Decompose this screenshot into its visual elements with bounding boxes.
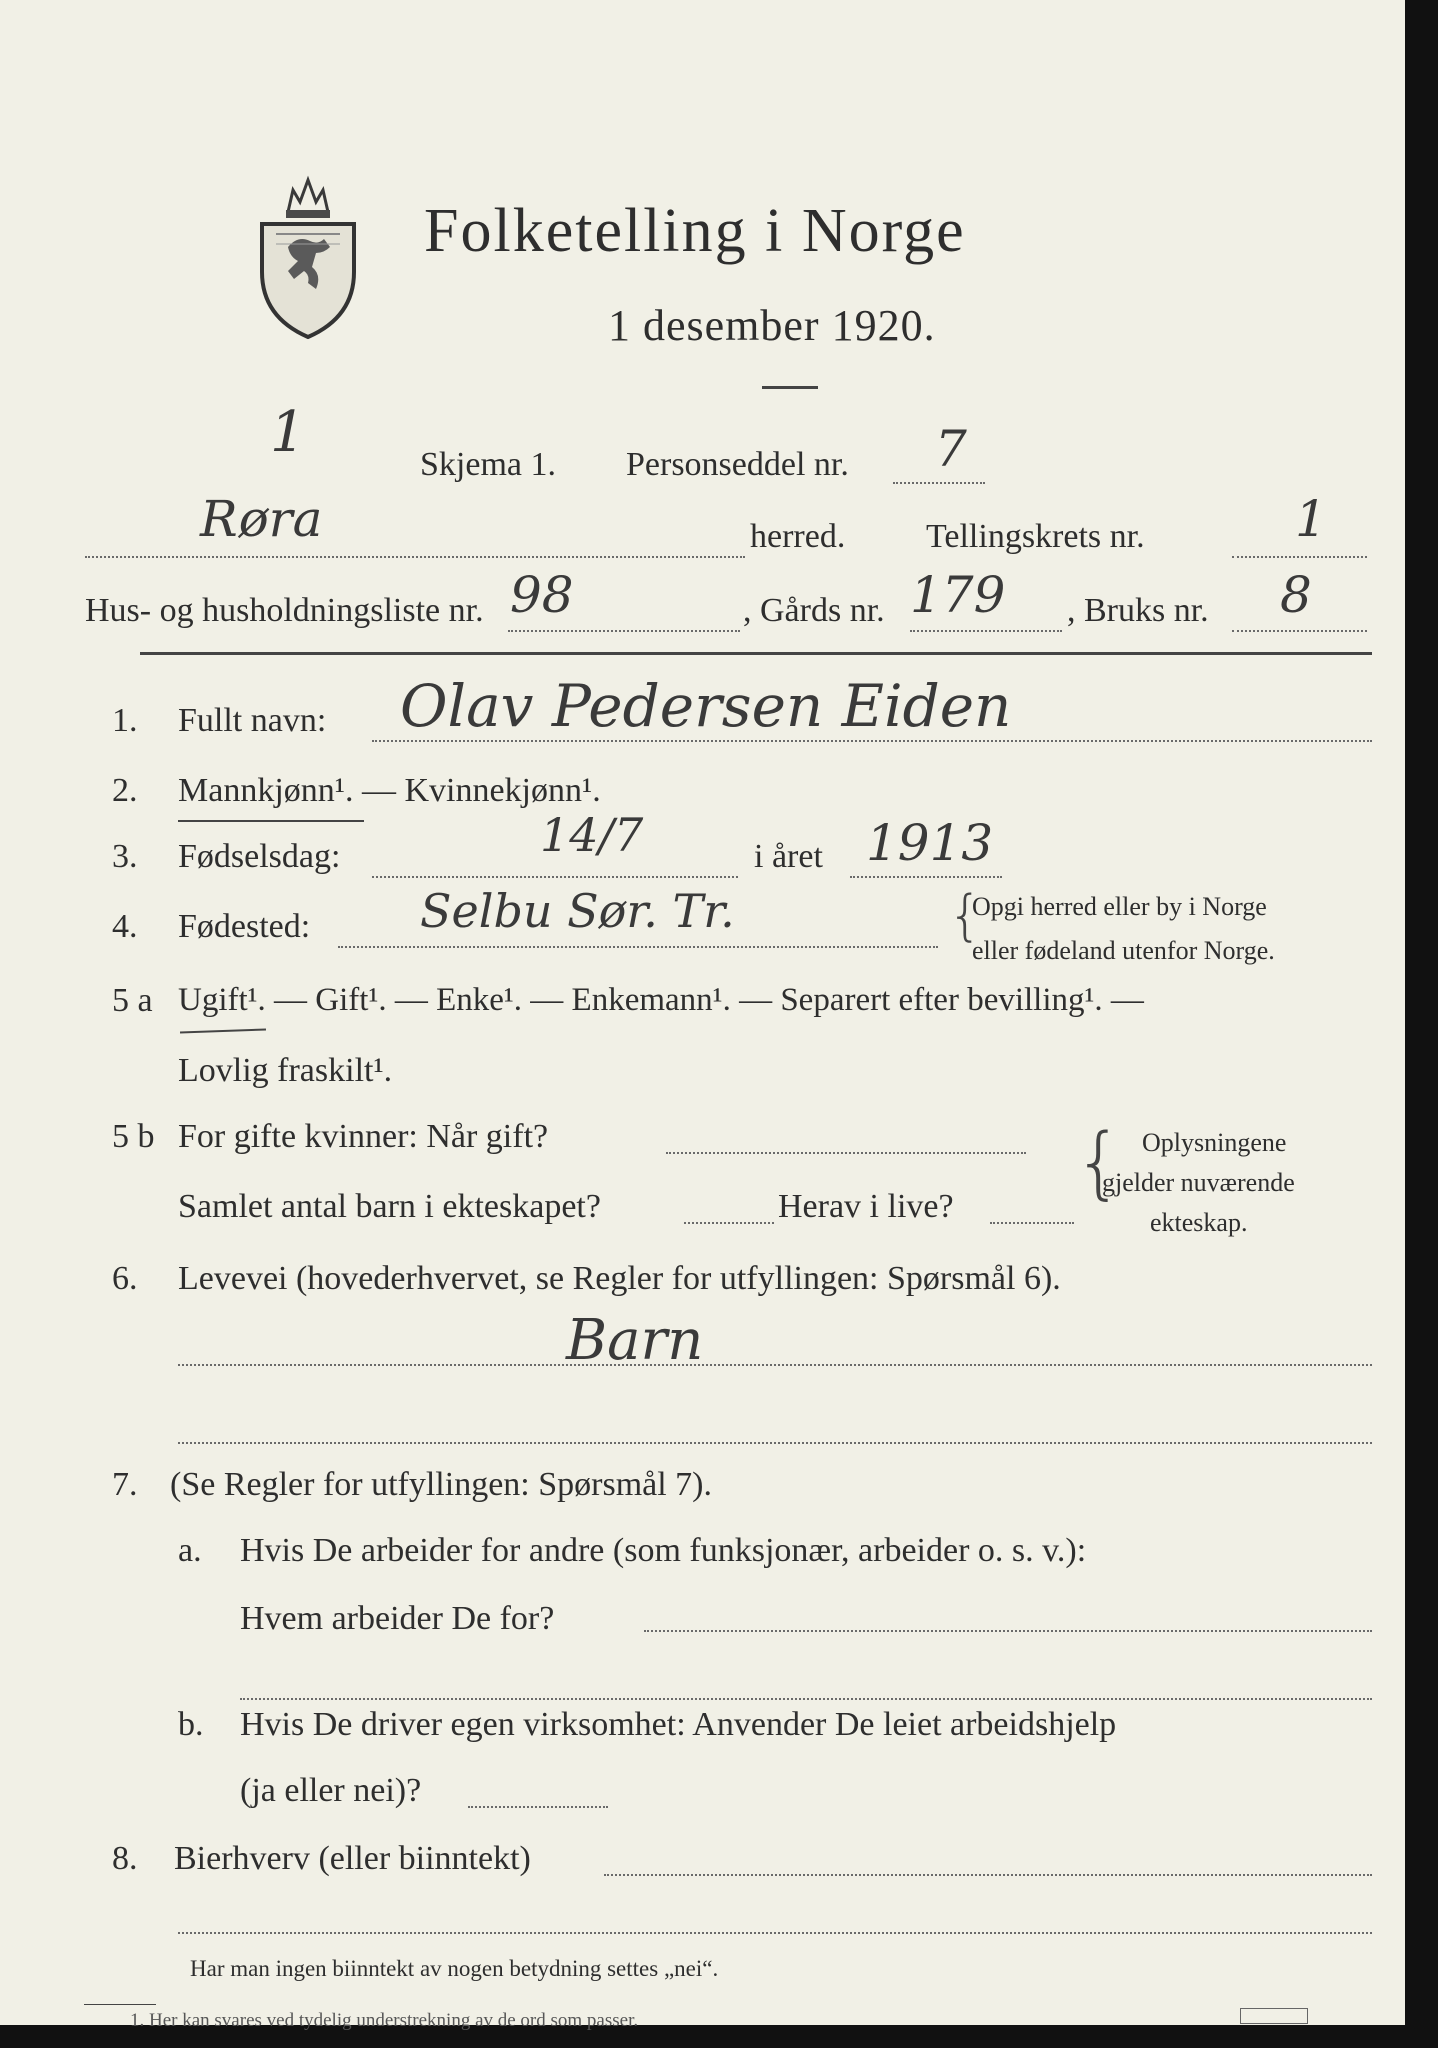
- printer-stamp: [1240, 2008, 1308, 2024]
- q3-number: 3.: [112, 838, 138, 875]
- q2-underline-mannkjonn: [178, 820, 364, 822]
- q6-dots-2: [178, 1442, 1372, 1444]
- page-title: Folketelling i Norge: [424, 197, 966, 265]
- footer-note: Har man ingen biinntekt av nogen betydning settes „nei“.: [190, 1956, 719, 1981]
- q2-label: Mannkjønn¹. — Kvinnekjønn¹.: [178, 772, 601, 809]
- q5a-line2: Lovlig fraskilt¹.: [178, 1052, 393, 1089]
- q5b-married-dots: [666, 1152, 1026, 1154]
- q4-note-line2: eller fødeland utenfor Norge.: [972, 936, 1275, 965]
- q1-value: Olav Pedersen Eiden: [400, 672, 1012, 740]
- tellingskrets-value: 1: [1295, 490, 1327, 548]
- q4-label: Fødested:: [178, 908, 311, 945]
- q5a-line1: Ugift¹. — Gift¹. — Enke¹. — Enkemann¹. — Separert efter bevilling¹. —: [178, 982, 1144, 1018]
- header-divider: [140, 652, 1372, 655]
- q7a-dots-1: [644, 1630, 1372, 1632]
- hus-dots: [508, 630, 740, 632]
- q1-number: 1.: [112, 702, 138, 739]
- norway-coat-of-arms-icon: [248, 172, 368, 342]
- hus-label: Hus- og husholdningsliste nr.: [85, 592, 484, 629]
- q6-value: Barn: [566, 1308, 704, 1373]
- q1-label: Fullt navn:: [178, 702, 327, 739]
- q5a-number: 5 a: [112, 982, 153, 1019]
- q6-number: 6.: [112, 1260, 138, 1297]
- q3-value: 14/7: [540, 808, 644, 862]
- q5b-children-dots: [684, 1222, 774, 1224]
- q5b-line2-children: Samlet antal barn i ekteskapet?: [178, 1188, 601, 1225]
- personseddel-label: Personseddel nr.: [626, 446, 849, 483]
- herred-label: herred.: [750, 518, 846, 555]
- hus-value: 98: [510, 566, 574, 624]
- q5b-alive-dots: [990, 1222, 1074, 1224]
- q4-number: 4.: [112, 908, 138, 945]
- q8-label: Bierhverv (eller biinntekt): [174, 1840, 531, 1877]
- q7a-letter: a.: [178, 1532, 202, 1569]
- personseddel-value: 7: [935, 420, 967, 478]
- q3-year-dots: [850, 876, 1002, 878]
- gards-dots: [910, 630, 1062, 632]
- q3-year-value: 1913: [866, 814, 994, 872]
- q2-number: 2.: [112, 772, 138, 809]
- q6-label: Levevei (hovederhvervet, se Regler for utfyllingen: Spørsmål 6).: [178, 1260, 1061, 1297]
- personseddel-dots: [893, 482, 985, 484]
- census-date: 1 desember 1920.: [608, 301, 936, 350]
- q6-dots-1: [178, 1364, 1372, 1366]
- q7a-line1: Hvis De arbeider for andre (som funksjonær, arbeider o. s. v.):: [240, 1532, 1087, 1569]
- footnote-text: 1. Her kan svares ved tydelig understrekning av de ord som passer.: [130, 2010, 639, 2031]
- q4-dots: [338, 946, 938, 948]
- herred-value: Røra: [200, 490, 323, 548]
- q7a-dots-2: [240, 1698, 1372, 1700]
- q5b-number: 5 b: [112, 1118, 155, 1155]
- herred-mark: 1: [270, 400, 306, 465]
- q7a-line2: Hvem arbeider De for?: [240, 1600, 555, 1637]
- q3-dots: [372, 876, 738, 878]
- q5b-brace: {: [1074, 1118, 1124, 1208]
- q3-label: Fødselsdag:: [178, 838, 341, 875]
- q8-number: 8.: [112, 1840, 138, 1877]
- q4-brace: {: [948, 884, 983, 947]
- q4-note-line1: Opgi herred eller by i Norge: [972, 892, 1267, 921]
- q5b-line1: For gifte kvinner: Når gift?: [178, 1118, 549, 1155]
- herred-dots: [85, 556, 745, 558]
- q8-dots-2: [178, 1932, 1372, 1934]
- q7b-letter: b.: [178, 1706, 204, 1743]
- q5a-underline-ugift: [180, 1028, 266, 1033]
- q4-value: Selbu Sør. Tr.: [420, 884, 735, 938]
- q1-dots: [372, 740, 1372, 742]
- q7-label: (Se Regler for utfyllingen: Spørsmål 7).: [170, 1466, 713, 1503]
- q8-dots-1: [604, 1874, 1372, 1876]
- footnote-rule: [84, 2004, 156, 2005]
- q5b-note-line3: ekteskap.: [1150, 1208, 1248, 1237]
- q7b-dots: [468, 1806, 608, 1808]
- q5b-note-line2: gjelder nuværende: [1102, 1168, 1295, 1197]
- tellingskrets-label: Tellingskrets nr.: [926, 518, 1145, 555]
- bruks-dots: [1232, 630, 1367, 632]
- gards-value: 179: [910, 566, 1006, 624]
- bruks-label: , Bruks nr.: [1067, 592, 1209, 629]
- bruks-value: 8: [1280, 566, 1312, 624]
- skjema-label: Skjema 1.: [420, 446, 556, 483]
- q7b-line2: (ja eller nei)?: [240, 1772, 422, 1809]
- gards-label: , Gårds nr.: [743, 592, 885, 629]
- q7-number: 7.: [112, 1466, 138, 1503]
- q5b-note-line1: Oplysningene: [1142, 1128, 1287, 1157]
- title-divider: [762, 386, 818, 389]
- tellingskrets-dots: [1232, 556, 1367, 558]
- scan-edge-right: [1405, 0, 1438, 2048]
- q7b-line1: Hvis De driver egen virksomhet: Anvender De leiet arbeidshjelp: [240, 1706, 1117, 1743]
- q3-year-label: i året: [754, 838, 823, 875]
- q5b-line2-alive: Herav i live?: [778, 1188, 954, 1225]
